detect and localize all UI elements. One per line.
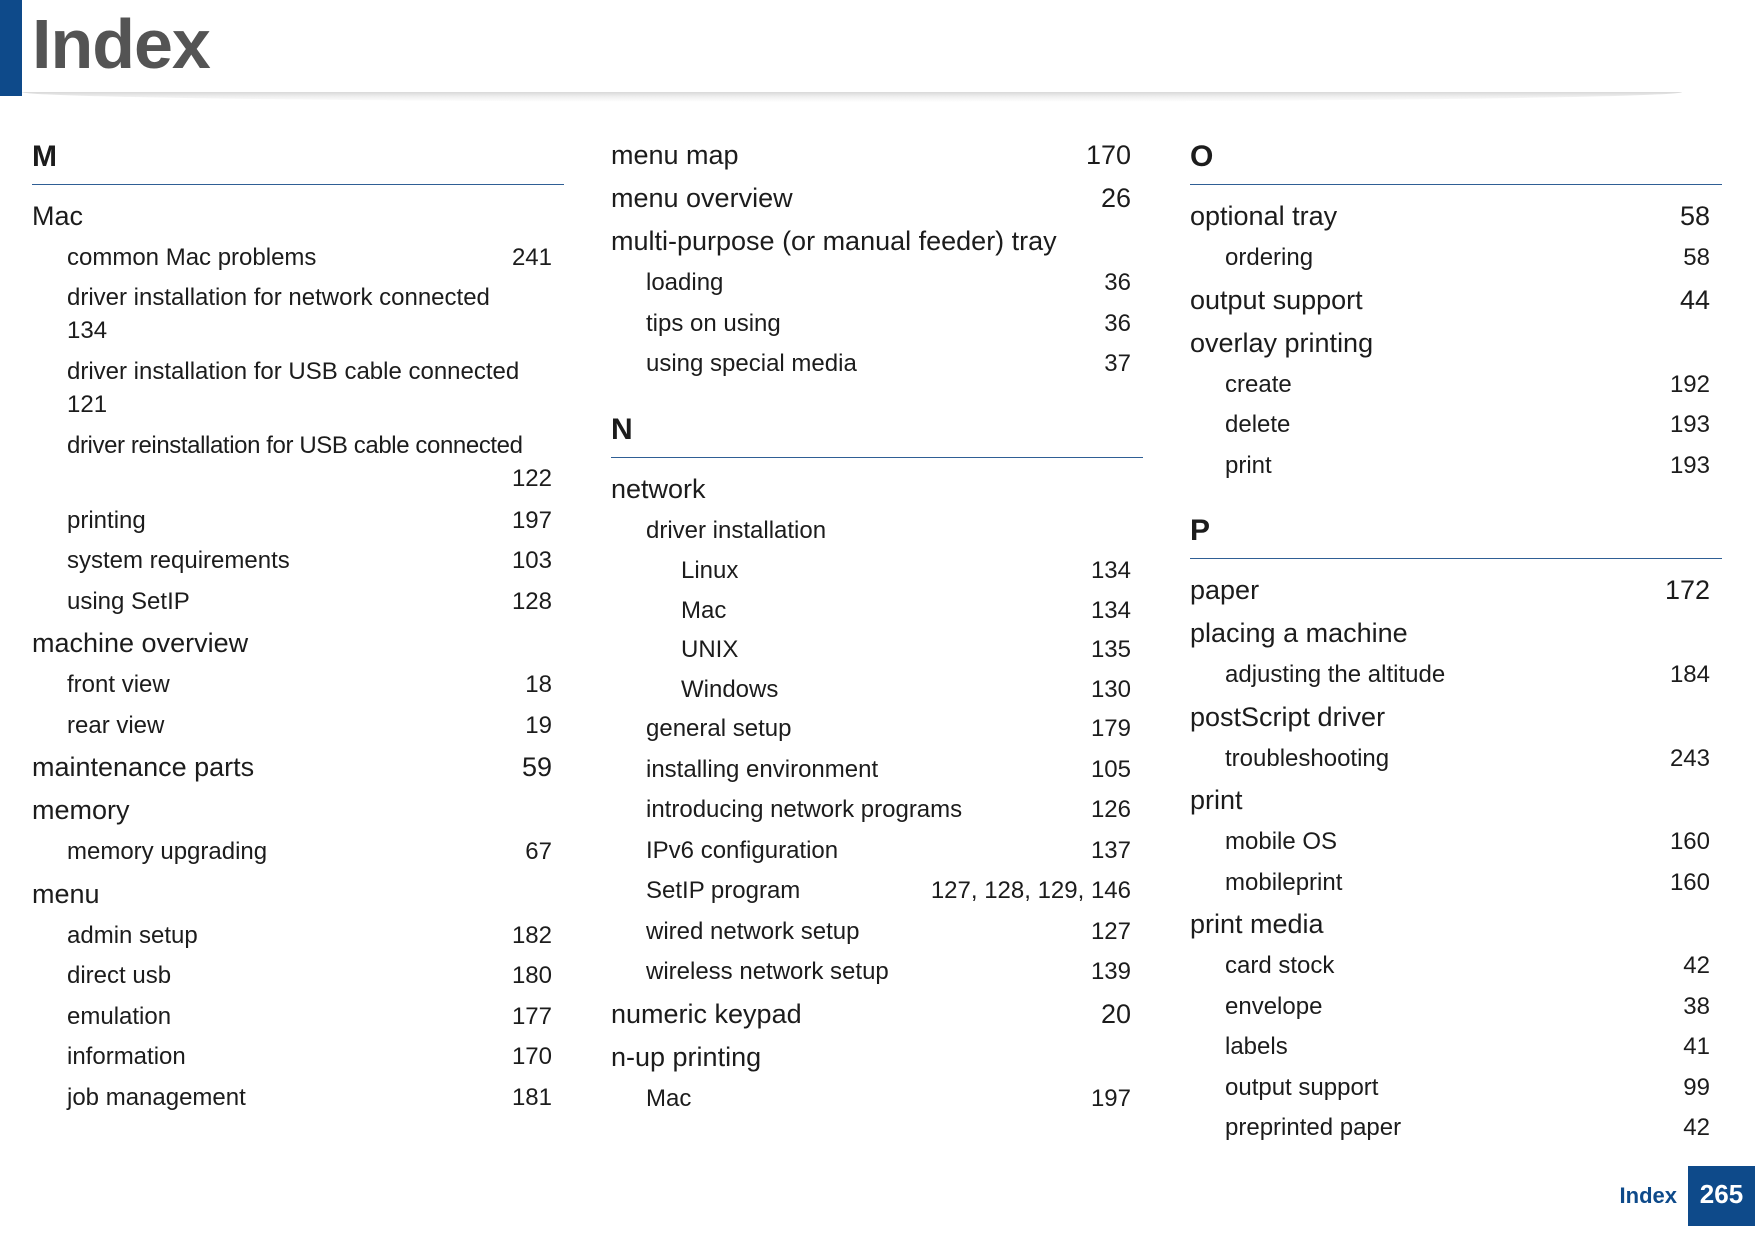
index-entry xyxy=(611,871,1143,912)
page-reference[interactable]: 137 xyxy=(1090,836,1131,864)
index-entry xyxy=(1190,822,1722,863)
page-reference[interactable]: 44 xyxy=(1679,284,1710,315)
index-term: printing xyxy=(67,506,146,534)
page-reference[interactable]: 103 xyxy=(511,547,552,574)
index-term: delete xyxy=(1225,411,1291,438)
index-entry xyxy=(1190,279,1722,322)
index-term: job management xyxy=(67,1083,246,1111)
index-entry xyxy=(1190,612,1722,655)
page-reference[interactable]: 126 xyxy=(1090,796,1131,823)
index-section xyxy=(32,134,564,1118)
index-entry xyxy=(1190,863,1722,904)
page-reference[interactable]: 135 xyxy=(1090,636,1131,663)
index-term: n-up printing xyxy=(611,1041,762,1072)
page-reference[interactable]: 58 xyxy=(1679,201,1710,231)
page-reference[interactable]: 172 xyxy=(1664,575,1710,605)
page-reference[interactable]: 19 xyxy=(525,711,552,739)
page-reference[interactable]: 18 xyxy=(525,671,552,698)
index-section xyxy=(1190,134,1722,486)
title-accent-bar xyxy=(0,0,22,96)
title-divider xyxy=(22,92,1682,102)
index-entry xyxy=(32,665,564,706)
index-entry xyxy=(32,353,564,427)
page-reference[interactable]: 37 xyxy=(1104,350,1131,377)
index-term: driver reinstallation for USB cable connected xyxy=(67,431,523,459)
index-entry xyxy=(611,344,1143,385)
page-reference[interactable]: 180 xyxy=(511,962,552,989)
index-entry xyxy=(1190,405,1722,446)
index-term: driver installation for network connected xyxy=(67,283,490,311)
page-reference[interactable]: 59 xyxy=(521,752,552,782)
index-term: numeric keypad xyxy=(611,998,802,1029)
index-entry xyxy=(1190,322,1722,365)
index-term: direct usb xyxy=(67,962,172,989)
index-term: create xyxy=(1225,370,1292,398)
page-reference[interactable]: 243 xyxy=(1669,744,1710,772)
index-entry xyxy=(32,622,564,665)
page-reference[interactable]: 139 xyxy=(1090,958,1131,985)
page-reference[interactable]: 134 xyxy=(1090,557,1131,584)
index-term: tips on using xyxy=(646,309,781,337)
section-letter-heading: P xyxy=(1190,508,1722,559)
page-number-badge: 265 xyxy=(1688,1166,1755,1226)
index-term: Linux xyxy=(681,557,739,584)
index-entry xyxy=(32,916,564,957)
index-term: envelope xyxy=(1225,992,1323,1020)
page-reference[interactable]: 122 xyxy=(511,464,552,492)
page-reference[interactable]: 160 xyxy=(1669,868,1710,896)
section-letter-heading: N xyxy=(611,407,1143,458)
index-term: wired network setup xyxy=(646,917,860,945)
page-reference[interactable]: 130 xyxy=(1090,675,1131,703)
index-term: overlay printing xyxy=(1190,327,1374,358)
index-term: Windows xyxy=(681,675,779,703)
index-entry xyxy=(611,1079,1143,1120)
index-term: system requirements xyxy=(67,547,290,574)
index-term: information xyxy=(67,1043,186,1070)
index-term: menu map xyxy=(611,140,739,170)
index-term: wireless network setup xyxy=(646,958,889,985)
index-entry xyxy=(611,468,1143,511)
index-term: print media xyxy=(1190,909,1324,939)
index-term: machine overview xyxy=(32,628,249,658)
index-entry xyxy=(32,832,564,873)
index-term: driver installation xyxy=(646,516,827,544)
section-letter-heading: O xyxy=(1190,134,1722,185)
index-entry xyxy=(32,427,564,501)
page-title: Index xyxy=(32,5,210,83)
index-entry xyxy=(1190,446,1722,487)
page-reference[interactable]: 121 xyxy=(67,390,108,418)
index-entry xyxy=(1190,1068,1722,1109)
page-reference[interactable]: 179 xyxy=(1090,715,1131,742)
index-column-3 xyxy=(1190,134,1722,1171)
index-entry xyxy=(32,956,564,997)
index-term: general setup xyxy=(646,715,792,742)
page-reference[interactable]: 105 xyxy=(1090,755,1131,783)
index-term: multi-purpose (or manual feeder) tray xyxy=(611,226,1057,256)
index-term: UNIX xyxy=(681,636,739,663)
index-entry xyxy=(1190,946,1722,987)
index-entry xyxy=(611,551,1143,591)
index-entry xyxy=(1190,739,1722,780)
index-term: Mac xyxy=(681,596,727,624)
index-entry xyxy=(611,831,1143,872)
index-term: menu overview xyxy=(611,183,793,213)
index-entry xyxy=(32,997,564,1038)
index-entry xyxy=(32,279,564,353)
index-entry xyxy=(32,1037,564,1078)
page-reference[interactable]: 127, 128, 129, 146 xyxy=(930,877,1131,904)
page-reference[interactable]: 99 xyxy=(1683,1073,1710,1101)
index-term: card stock xyxy=(1225,952,1335,979)
page-reference[interactable]: 241 xyxy=(511,244,552,271)
index-entry xyxy=(32,873,564,916)
index-entry xyxy=(611,511,1143,552)
index-term: Mac xyxy=(646,1084,692,1112)
page-reference[interactable]: 42 xyxy=(1683,1114,1710,1141)
index-term: adjusting the altitude xyxy=(1225,661,1446,688)
page-reference[interactable]: 192 xyxy=(1669,370,1710,398)
index-term: output support xyxy=(1190,284,1363,315)
index-entry xyxy=(32,706,564,747)
index-entry xyxy=(611,591,1143,631)
index-entry xyxy=(611,670,1143,710)
index-entry xyxy=(611,263,1143,304)
page-reference[interactable]: 177 xyxy=(511,1002,552,1030)
index-entry xyxy=(611,220,1143,263)
page-reference[interactable]: 181 xyxy=(511,1083,552,1111)
index-entry xyxy=(611,912,1143,953)
page-reference[interactable]: 36 xyxy=(1104,309,1131,337)
index-term: introducing network programs xyxy=(646,796,963,823)
index-term: output support xyxy=(1225,1073,1379,1101)
index-term: ordering xyxy=(1225,244,1314,271)
page-reference[interactable]: 58 xyxy=(1683,244,1710,271)
index-entry xyxy=(1190,1108,1722,1149)
index-term: using SetIP xyxy=(67,587,190,615)
page-reference[interactable]: 193 xyxy=(1669,411,1710,438)
index-term: preprinted paper xyxy=(1225,1114,1402,1141)
index-term: postScript driver xyxy=(1190,701,1386,732)
index-entry xyxy=(1190,903,1722,946)
index-entry xyxy=(1190,195,1722,238)
index-term: memory xyxy=(32,795,130,825)
section-letter-heading: M xyxy=(32,134,564,185)
index-term: memory upgrading xyxy=(67,838,268,865)
index-term: optional tray xyxy=(1190,201,1338,231)
index-column-2 xyxy=(611,134,1143,1141)
index-entry xyxy=(32,195,564,238)
index-entry xyxy=(1190,365,1722,406)
index-entry xyxy=(611,134,1143,177)
index-entry xyxy=(1190,987,1722,1028)
index-entry xyxy=(32,501,564,542)
page-reference[interactable]: 193 xyxy=(1669,451,1710,479)
index-entry xyxy=(611,790,1143,831)
index-column-1 xyxy=(32,134,564,1140)
index-term: print xyxy=(1225,451,1272,479)
index-term: emulation xyxy=(67,1002,172,1030)
index-term: mobile OS xyxy=(1225,828,1338,855)
index-entry xyxy=(611,750,1143,791)
index-term: installing environment xyxy=(646,755,879,783)
page-reference[interactable]: 127 xyxy=(1090,917,1131,945)
page-reference[interactable]: 20 xyxy=(1100,998,1131,1029)
page-reference[interactable]: 41 xyxy=(1683,1033,1710,1060)
index-section xyxy=(611,407,1143,1120)
index-entry xyxy=(611,304,1143,345)
index-term: rear view xyxy=(67,711,165,739)
page-reference[interactable]: 42 xyxy=(1683,952,1710,979)
index-entry xyxy=(32,789,564,832)
index-term: placing a machine xyxy=(1190,618,1408,648)
page-reference[interactable]: 128 xyxy=(511,587,552,615)
index-entry xyxy=(32,1078,564,1119)
page-reference[interactable]: 184 xyxy=(1669,661,1710,688)
index-entry xyxy=(611,952,1143,993)
page-reference[interactable]: 67 xyxy=(525,838,552,865)
index-entry xyxy=(32,746,564,789)
page-reference[interactable]: 38 xyxy=(1683,992,1710,1020)
page-reference[interactable]: 170 xyxy=(1085,140,1131,170)
index-entry xyxy=(611,630,1143,670)
page-reference[interactable]: 170 xyxy=(511,1043,552,1070)
index-entry xyxy=(1190,655,1722,696)
page-reference[interactable]: 36 xyxy=(1104,269,1131,296)
index-term: mobileprint xyxy=(1225,868,1343,896)
index-entry xyxy=(32,238,564,279)
index-entry xyxy=(32,541,564,582)
index-term: loading xyxy=(646,269,724,296)
index-term: admin setup xyxy=(67,921,198,949)
index-entry xyxy=(611,709,1143,750)
index-entry xyxy=(1190,779,1722,822)
index-entry xyxy=(1190,569,1722,612)
footer-section-label: Index xyxy=(1619,1183,1677,1208)
page-reference[interactable]: 197 xyxy=(511,506,552,534)
page-reference[interactable]: 134 xyxy=(1090,596,1131,624)
index-entry xyxy=(611,1036,1143,1079)
index-term: print xyxy=(1190,785,1243,815)
index-term: SetIP program xyxy=(646,877,801,904)
index-entry xyxy=(1190,696,1722,739)
page-reference[interactable]: 26 xyxy=(1100,183,1131,213)
index-term: labels xyxy=(1225,1033,1288,1060)
page-reference[interactable]: 160 xyxy=(1669,828,1710,855)
index-term: maintenance parts xyxy=(32,752,255,782)
index-term: front view xyxy=(67,671,170,698)
index-term: Mac xyxy=(32,201,84,231)
index-entry xyxy=(611,993,1143,1036)
page-reference[interactable]: 182 xyxy=(511,921,552,949)
index-term: IPv6 configuration xyxy=(646,836,839,864)
index-entry xyxy=(32,582,564,623)
page-reference[interactable]: 197 xyxy=(1090,1084,1131,1112)
index-entry xyxy=(1190,1027,1722,1068)
index-term: network xyxy=(611,473,706,504)
index-entry xyxy=(611,177,1143,220)
index-term: common Mac problems xyxy=(67,244,317,271)
index-section xyxy=(611,134,1143,385)
index-term: troubleshooting xyxy=(1225,744,1390,772)
index-term: using special media xyxy=(646,350,857,377)
index-entry xyxy=(1190,238,1722,279)
index-term: paper xyxy=(1190,575,1260,605)
index-term: driver installation for USB cable connected xyxy=(67,357,520,385)
index-section xyxy=(1190,508,1722,1149)
index-term: menu xyxy=(32,878,100,909)
page-reference[interactable]: 134 xyxy=(67,316,108,344)
